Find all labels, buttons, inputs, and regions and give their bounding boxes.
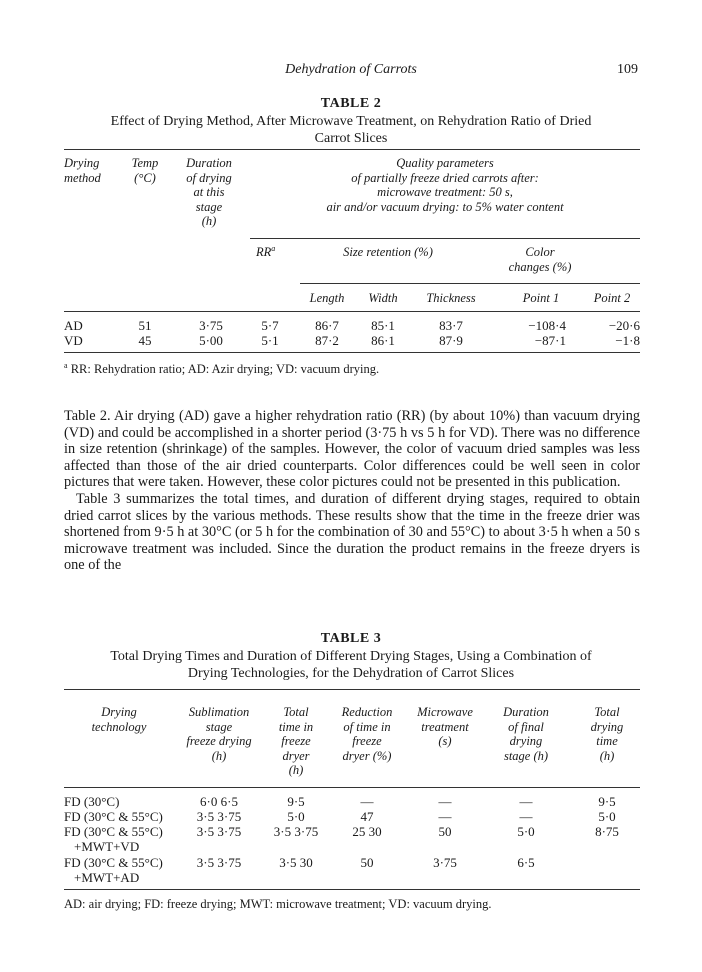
- table2-cell-method: AD: [64, 318, 83, 333]
- table3-cell-sublimation: 6·0 6·5: [200, 794, 238, 809]
- table2-cell-duration: 3·75: [199, 318, 223, 333]
- table3-header-tech: Drying technology: [91, 705, 147, 734]
- table3-cell-sublimation: 3·5 3·75: [196, 855, 242, 870]
- table3-caption-line2: Drying Technologies, for the Dehydration of Carrot Slices: [187, 666, 515, 681]
- table2-header-thickness: Thickness: [426, 291, 476, 305]
- table2-header-size: Size retention (%): [343, 245, 433, 259]
- table2-cell-point1: −108·4: [528, 318, 566, 333]
- table3-cell-total-freeze: 3·5 30: [279, 855, 313, 870]
- running-head: Dehydration of Carrots: [285, 62, 417, 77]
- table2-cell-width: 86·1: [371, 333, 395, 348]
- table2-header-rule: [64, 311, 640, 312]
- table3-cell-total: 5·0: [598, 809, 616, 824]
- table3-bottom-rule: [64, 889, 640, 890]
- table2-footnote: $^a$ RR: Rehydration ratio; AD: Azir drying; VD: vacuum drying.: [64, 360, 380, 376]
- table2-cell-thickness: 83·7: [439, 318, 463, 333]
- body-paragraph-1: Table 2. Air drying (AD) gave a higher rehydration ratio (RR) (by about 10%) than vacuum drying (VD) and could be accomplished in a shorter period (3·75 h vs 5 h for VD). There was no difference in size retention (shrinkage) of the samples. However, the color of vacuum dried samples was less affected than those of the air dried counterparts. Color differences could be well seen in color pictures that were taken. However, these color pictures could not be presented in this publication.: [64, 408, 640, 491]
- table2-sub-rule: [300, 283, 640, 284]
- table3-cell-tech: FD (30°C & 55°C): [64, 824, 163, 839]
- page-number: 109: [617, 62, 638, 77]
- table2-top-rule: [64, 149, 640, 150]
- table3-header-sublimation: Sublimation stage freeze drying (h): [186, 705, 252, 763]
- table3-cell-final-stage: 5·0: [517, 824, 535, 839]
- table3-cell-total: 8·75: [595, 824, 619, 839]
- table2-cell-temp: 51: [138, 318, 152, 333]
- table3-cell-reduction: 47: [360, 809, 374, 824]
- table3-header-reduction: Reduction of time in freeze dryer (%): [341, 705, 393, 763]
- table2-cell-length: 86·7: [315, 318, 339, 333]
- table2-cell-length: 87·2: [315, 333, 339, 348]
- table3-cell-reduction: 25 30: [352, 824, 382, 839]
- table2-caption-line2: Carrot Slices: [314, 131, 388, 146]
- table2-title: TABLE 2: [320, 96, 382, 111]
- table3-caption-line1: Total Drying Times and Duration of Different Drying Stages, Using a Combination of: [110, 649, 592, 664]
- table2-bottom-rule: [64, 352, 640, 353]
- table3-header-total: Total drying time (h): [590, 705, 624, 763]
- table2-header-method: Drying method: [64, 156, 101, 185]
- body-paragraph-2: Table 3 summarizes the total times, and duration of different drying stages, required to obtain dried carrot slices by the various methods. These results show that the time in the freeze drier was shortened from 9·5 h at 30°C (or 5 h for the combination of 30 and 55°C) to about 3·5 h when a 50 s microwave treatment was included. Since the duration the product remains in the freeze dryers is one of the: [64, 490, 640, 574]
- table2-header-color: Color changes (%): [508, 245, 572, 274]
- table2-quality-rule: [250, 238, 640, 239]
- table2-header-point2: Point 2: [593, 291, 631, 305]
- table2-header-length: Length: [309, 291, 345, 305]
- table3-cell-reduction: 50: [360, 855, 374, 870]
- table3-cell-total-freeze: 5·0: [287, 809, 305, 824]
- table3-title: TABLE 3: [320, 631, 382, 646]
- table2-cell-rr: 5·1: [261, 333, 279, 348]
- table2-header-rr: $RR^a$: [256, 243, 276, 259]
- table3-cell-reduction: —: [360, 794, 374, 809]
- table3-cell-total-freeze: 3·5 3·75: [273, 824, 319, 839]
- table2-header-temp: Temp (°C): [131, 156, 159, 185]
- table3-cell-final-stage: 6·5: [517, 855, 535, 870]
- table2-cell-rr: 5·7: [261, 318, 279, 333]
- table2-cell-point2: −20·6: [608, 318, 640, 333]
- table3-header-microwave: Microwave treatment (s): [417, 705, 473, 748]
- table3-cell-tech-cont: +MWT+AD: [74, 870, 140, 885]
- table2-header-quality: Quality parameters of partially freeze dried carrots after: microwave treatment: 50 s, air and/or vacuum drying: to 5% water content: [326, 156, 564, 214]
- table2-cell-width: 85·1: [371, 318, 395, 333]
- table3-cell-microwave: —: [438, 809, 452, 824]
- table3-cell-tech-cont: +MWT+VD: [74, 839, 140, 854]
- table3-header-final-stage: Duration of final drying stage (h): [503, 705, 549, 763]
- table2-cell-point1: −87·1: [534, 333, 566, 348]
- table3-cell-final-stage: —: [519, 794, 533, 809]
- table2-cell-point2: −1·8: [615, 333, 640, 348]
- table3-cell-microwave: 50: [438, 824, 452, 839]
- table3-footnote: AD: air drying; FD: freeze drying; MWT: microwave treatment; VD: vacuum drying.: [64, 897, 492, 911]
- table2-header-duration: Duration of drying at this stage (h): [186, 156, 232, 228]
- table3-cell-final-stage: —: [519, 809, 533, 824]
- table3-cell-tech: FD (30°C): [64, 794, 120, 809]
- table2-cell-thickness: 87·9: [439, 333, 463, 348]
- table2-cell-temp: 45: [138, 333, 152, 348]
- table3-cell-total: 9·5: [598, 794, 616, 809]
- table3-cell-microwave: 3·75: [433, 855, 457, 870]
- table3-cell-total-freeze: 9·5: [287, 794, 305, 809]
- table2-cell-method: VD: [64, 333, 83, 348]
- table2-header-width: Width: [368, 291, 398, 305]
- table3-cell-tech: FD (30°C & 55°C): [64, 855, 163, 870]
- table3-cell-tech: FD (30°C & 55°C): [64, 809, 163, 824]
- table2-header-point1: Point 1: [522, 291, 560, 305]
- table2-cell-duration: 5·00: [199, 333, 223, 348]
- table3-top-rule: [64, 689, 640, 690]
- table3-cell-sublimation: 3·5 3·75: [196, 824, 242, 839]
- table2-footnote-mark: a: [64, 360, 68, 370]
- table2-caption-line1: Effect of Drying Method, After Microwave Treatment, on Rehydration Ratio of Dried: [110, 114, 592, 129]
- table3-header-rule: [64, 787, 640, 788]
- table3-cell-sublimation: 3·5 3·75: [196, 809, 242, 824]
- table3-cell-microwave: —: [438, 794, 452, 809]
- body-text: [64, 408, 640, 574]
- table3-header-total-freeze: Total time in freeze dryer (h): [278, 705, 314, 777]
